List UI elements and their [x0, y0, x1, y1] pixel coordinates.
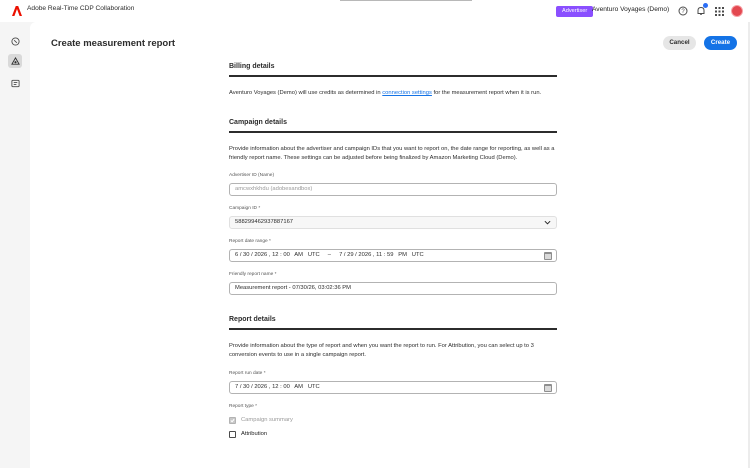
app-title: Adobe Real-Time CDP Collaboration [27, 5, 135, 12]
cancel-button[interactable]: Cancel [663, 36, 696, 50]
adobe-logo-icon [12, 6, 22, 16]
campaigns-icon[interactable] [8, 34, 22, 48]
friendly-report-name-label-text: Friendly report name [229, 272, 274, 277]
report-date-range-label [229, 239, 271, 244]
measurement-icon[interactable] [8, 54, 22, 68]
attribution-label: Attribution [241, 431, 268, 437]
campaign-id-value: 588299462937887167 [235, 219, 294, 225]
report-type-label-text: Report type [229, 404, 254, 409]
report-run-date-picker[interactable] [229, 381, 557, 394]
friendly-report-name-label [229, 272, 276, 277]
reports-icon[interactable] [8, 76, 22, 90]
advertiser-id-label: Advertiser ID (Name) [229, 173, 275, 178]
loading-indicator [340, 0, 472, 1]
report-date-range-label-text: Report date range [229, 239, 268, 244]
campaign-id-label [229, 206, 260, 211]
campaign-description: Provide information about the advertiser and campaign IDs that you want to report on, the date range for reporting, as well as a friendly report name. These settings can be adjusted before being finalized by Amazon Marketing Cloud (Demo). [229, 146, 555, 162]
report-section-title: Report details [229, 316, 276, 323]
report-type-label [229, 404, 257, 409]
campaign-id-label-text: Campaign ID [229, 206, 257, 211]
billing-text-before: Aventuro Voyages (Demo) will use credits as determined in [229, 90, 381, 96]
chevron-down-icon [544, 219, 551, 226]
report-date-range-picker[interactable] [229, 249, 557, 262]
campaign-summary-label: Campaign summary [241, 417, 293, 423]
calendar-icon[interactable] [544, 384, 552, 392]
attribution-checkbox[interactable] [229, 431, 236, 438]
account-switcher[interactable]: Aventuro Voyages (Demo) [592, 6, 670, 13]
campaign-divider [229, 131, 557, 133]
billing-text-after: for the measurement report when it is run. [433, 90, 542, 96]
friendly-report-name-input[interactable]: Measurement report - 07/30/26, 03:02:36 PM [229, 282, 557, 295]
billing-section-title: Billing details [229, 63, 275, 70]
report-description: Provide information about the type of report and when you want the report to run. For Attribution, you can select up to 3 conversion events to use in a single campaign report. [229, 343, 534, 359]
svg-text:?: ? [681, 9, 685, 16]
report-run-date-value: 7 / 30 / 2026 , 12 : 00 AM UTC [235, 384, 320, 390]
apps-grid-icon[interactable] [713, 5, 725, 17]
required-marker: * [263, 371, 266, 376]
sidebar [0, 22, 30, 468]
required-marker: * [274, 272, 277, 277]
billing-divider [229, 75, 557, 77]
report-date-range-value: 6 / 30 / 2026 , 12 : 00 AM UTC – 7 / 29 / 2026 , 11 : 59 PM UTC [235, 252, 424, 258]
create-button[interactable]: Create [704, 36, 737, 50]
main-panel [30, 22, 750, 468]
billing-text [229, 89, 559, 98]
help-icon[interactable] [677, 5, 689, 17]
user-avatar[interactable] [731, 5, 743, 17]
notification-dot [703, 3, 708, 8]
campaign-section-title: Campaign details [229, 119, 287, 126]
role-badge: Advertiser [556, 6, 593, 17]
report-divider [229, 328, 557, 330]
campaign-summary-checkbox[interactable] [229, 417, 236, 424]
required-marker: * [258, 206, 261, 211]
report-run-date-label [229, 371, 266, 376]
calendar-icon[interactable] [544, 252, 552, 260]
top-bar [0, 0, 750, 22]
required-marker: * [269, 239, 271, 244]
required-marker: * [255, 404, 258, 409]
page-title: Create measurement report [51, 38, 176, 49]
notifications-icon[interactable] [695, 5, 707, 17]
advertiser-id-input[interactable]: amcwxhkhdu (adobesandbox) [229, 183, 557, 196]
report-run-date-label-text: Report run date [229, 371, 263, 376]
campaign-id-select[interactable] [229, 216, 557, 229]
connection-settings-link[interactable]: connection settings [382, 90, 432, 96]
